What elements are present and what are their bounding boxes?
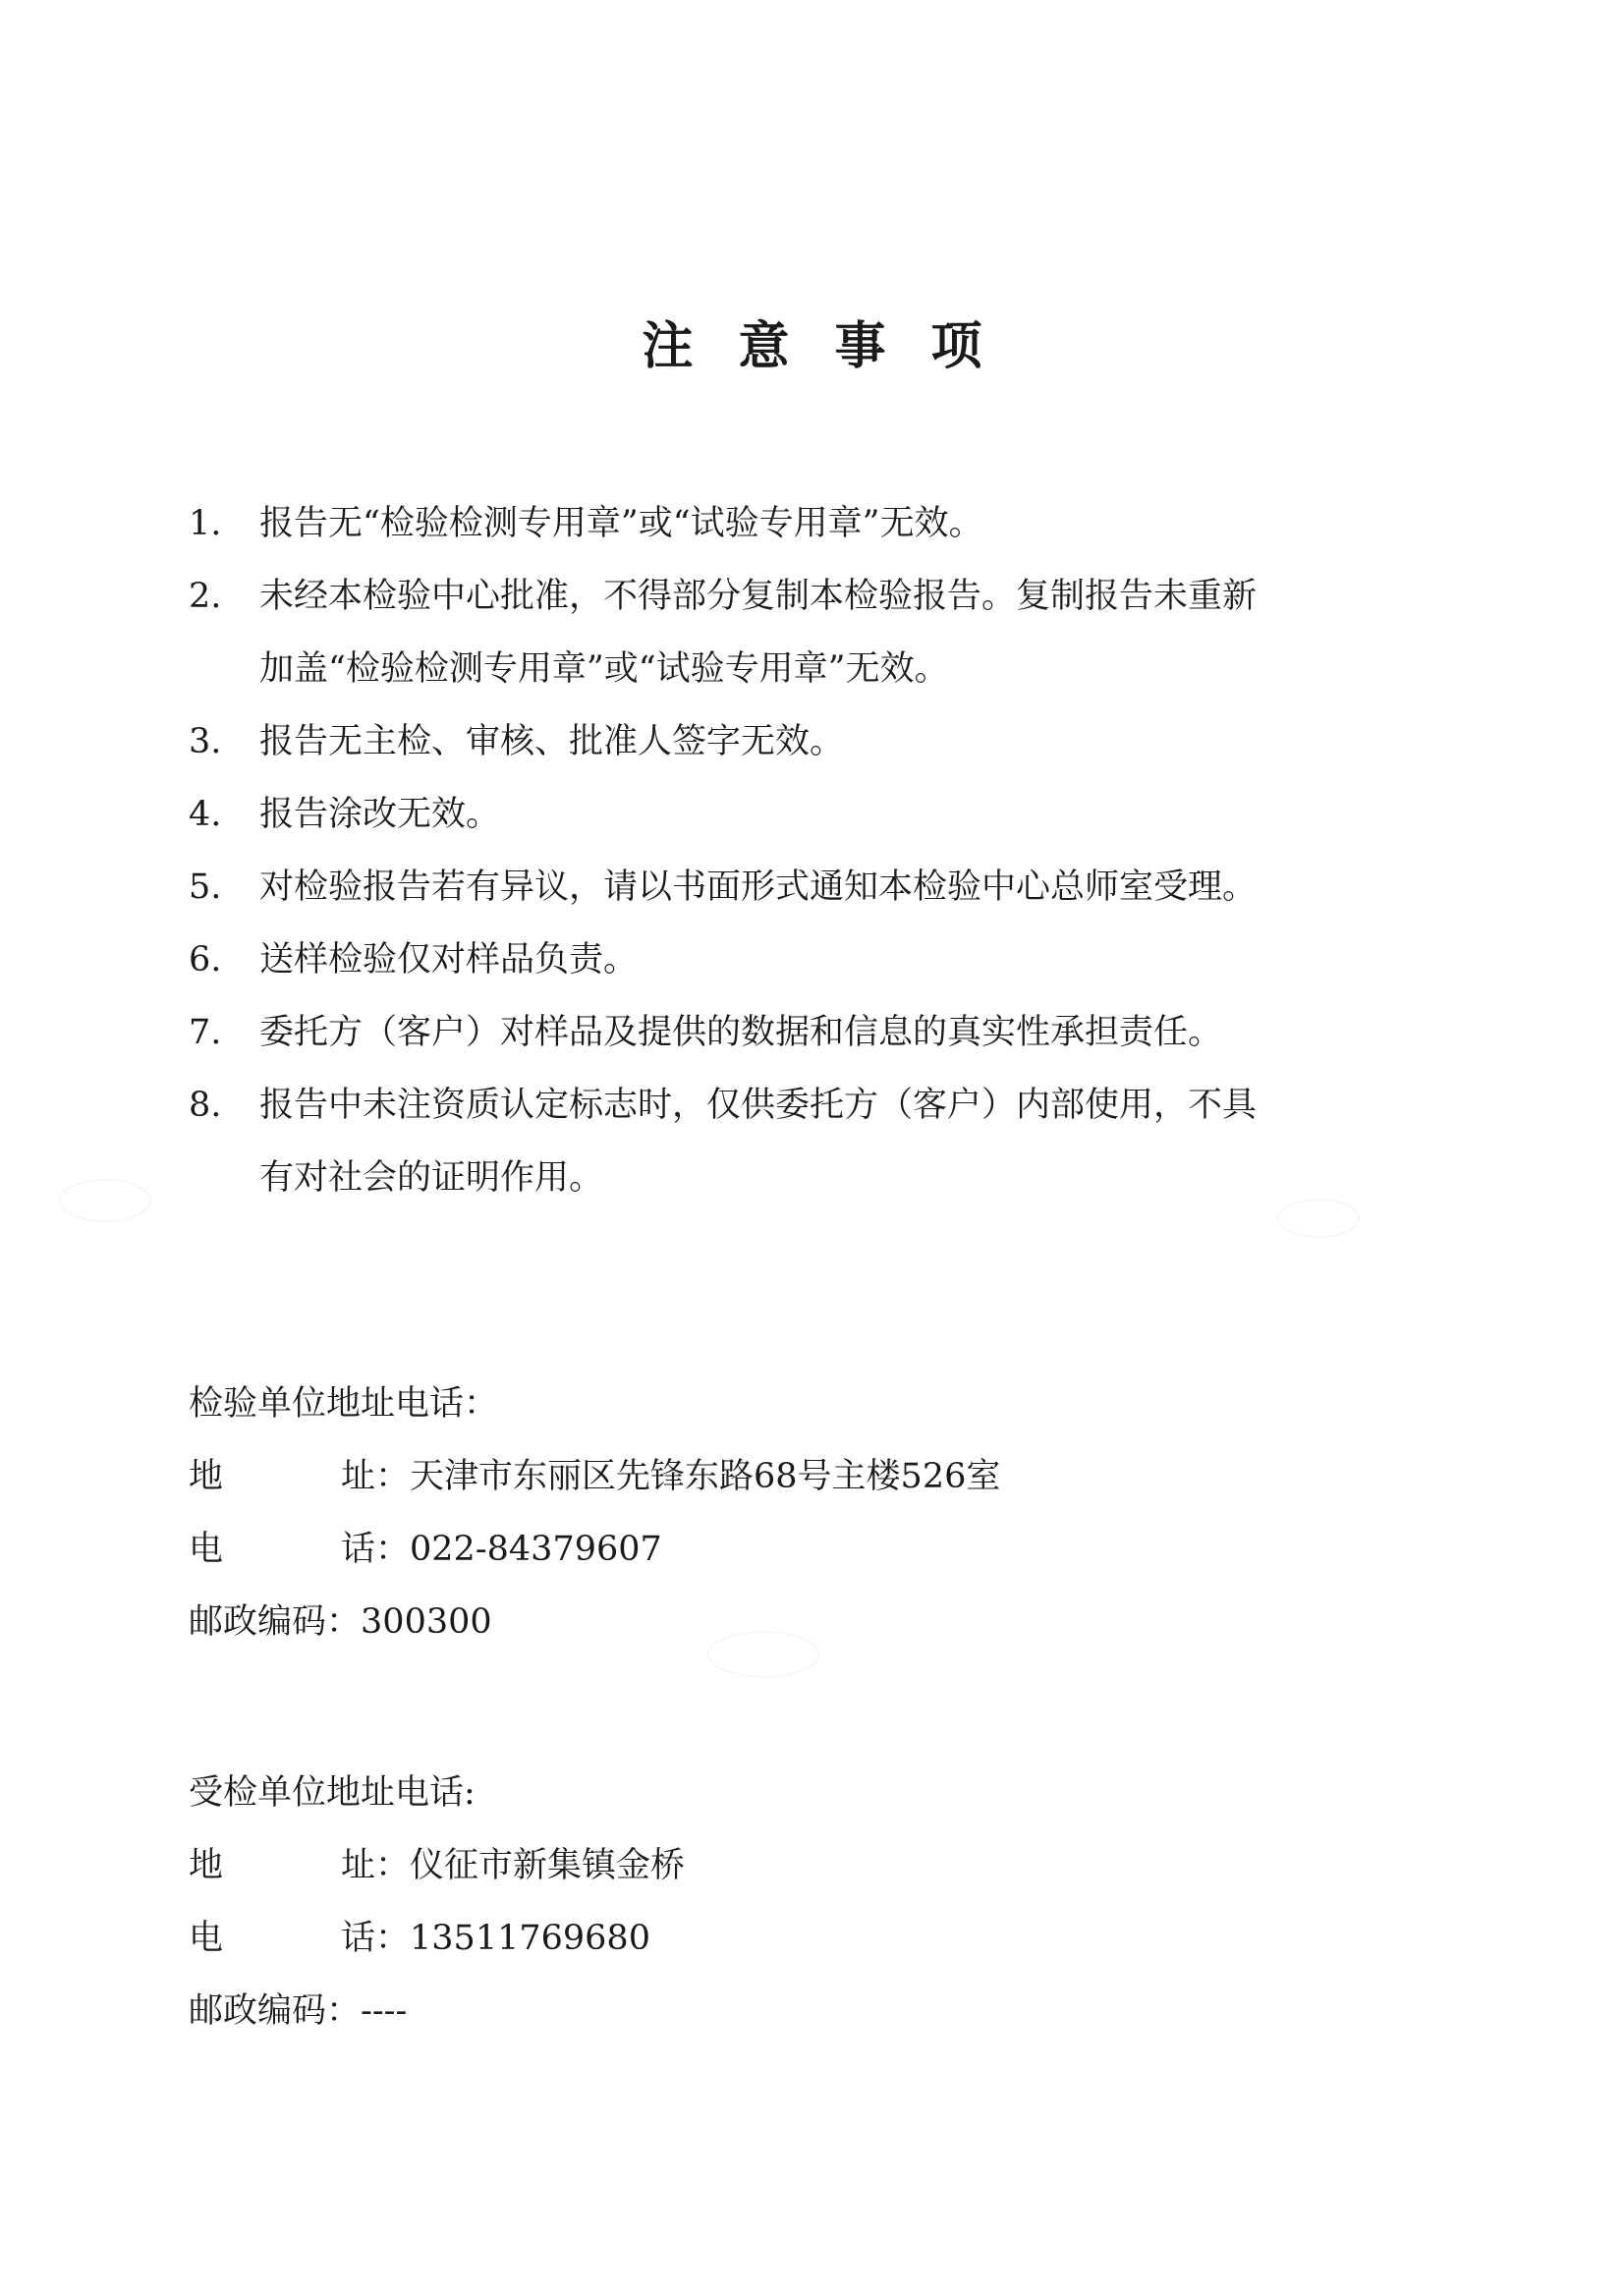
colon: ： bbox=[375, 1919, 411, 1958]
notice-text-line: 报告涂改无效。 bbox=[259, 795, 501, 834]
inspected-postcode-value: ---- bbox=[361, 1991, 408, 2031]
inspector-heading-row bbox=[189, 1368, 1368, 1440]
colon: ： bbox=[375, 1846, 411, 1885]
inspected-heading: 受检单位地址电话: bbox=[189, 1773, 476, 1813]
colon: ： bbox=[375, 1457, 411, 1496]
inspector-phone-label: 电 话 bbox=[189, 1530, 375, 1569]
inspected-info bbox=[189, 1757, 1368, 2047]
notice-item bbox=[189, 1069, 1427, 1214]
notice-text-line: 未经本检验中心批准，不得部分复制本检验报告。复制报告未重新 bbox=[259, 577, 1258, 616]
colon: ： bbox=[326, 1991, 362, 2031]
notice-item bbox=[189, 924, 1427, 996]
inspected-phone-value: 13511769680 bbox=[410, 1919, 650, 1958]
notice-number: 6. bbox=[189, 940, 222, 980]
notice-text-line: 报告无主检、审核、批准人签字无效。 bbox=[259, 722, 845, 761]
notice-number: 4. bbox=[189, 795, 222, 834]
inspector-heading: 检验单位地址电话： bbox=[189, 1384, 499, 1424]
inspected-heading-row bbox=[189, 1757, 1368, 1829]
inspected-address-label: 地 址 bbox=[189, 1846, 375, 1885]
inspector-postcode-label: 邮政编码 bbox=[189, 1602, 327, 1642]
inspector-address-value: 天津市东丽区先锋东路68号主楼526室 bbox=[410, 1457, 1001, 1496]
inspected-postcode-label: 邮政编码 bbox=[189, 1991, 327, 2031]
notice-text-line: 送样检验仅对样品负责。 bbox=[259, 940, 639, 980]
inspector-address-label: 地 址 bbox=[189, 1457, 375, 1496]
inspector-postcode-value: 300300 bbox=[361, 1602, 492, 1642]
inspected-phone-row bbox=[189, 1902, 1368, 1975]
inspector-address-row bbox=[189, 1440, 1368, 1513]
colon: ： bbox=[375, 1530, 411, 1569]
inspected-postcode-row bbox=[189, 1975, 1368, 2047]
inspected-address-value: 仪征市新集镇金桥 bbox=[410, 1846, 686, 1885]
notice-item bbox=[189, 705, 1427, 778]
notice-text-line: 对检验报告若有异议，请以书面形式通知本检验中心总师室受理。 bbox=[259, 868, 1258, 907]
notice-text-line: 报告中未注资质认定标志时，仅供委托方（客户）内部使用，不具 bbox=[259, 1086, 1258, 1125]
notice-number: 1. bbox=[189, 504, 222, 543]
colon: ： bbox=[326, 1602, 362, 1642]
inspector-info bbox=[189, 1368, 1368, 1658]
inspector-postcode-row bbox=[189, 1586, 1368, 1658]
notice-item bbox=[189, 487, 1427, 560]
notice-item bbox=[189, 778, 1427, 851]
watermark-mark bbox=[59, 1179, 151, 1222]
notice-number: 3. bbox=[189, 722, 222, 761]
inspected-address-row bbox=[189, 1829, 1368, 1902]
notice-item bbox=[189, 996, 1427, 1069]
notice-list bbox=[189, 487, 1427, 1214]
notice-text-line: 报告无“检验检测专用章”或“试验专用章”无效。 bbox=[259, 504, 983, 543]
inspector-phone-row bbox=[189, 1513, 1368, 1586]
notice-item bbox=[189, 851, 1427, 924]
notice-number: 5. bbox=[189, 868, 222, 907]
notice-item bbox=[189, 560, 1427, 705]
notice-text-line: 委托方（客户）对样品及提供的数据和信息的真实性承担责任。 bbox=[259, 1013, 1223, 1052]
notice-number: 7. bbox=[189, 1013, 222, 1052]
page-title: 注意事项 bbox=[642, 316, 1028, 376]
notice-number: 2. bbox=[189, 577, 222, 616]
notice-number: 8. bbox=[189, 1086, 222, 1125]
inspector-phone-value: 022-84379607 bbox=[410, 1530, 662, 1569]
notice-text-line: 有对社会的证明作用。 bbox=[259, 1158, 604, 1198]
inspected-phone-label: 电 话 bbox=[189, 1919, 375, 1958]
notice-text-line: 加盖“检验检测专用章”或“试验专用章”无效。 bbox=[259, 649, 949, 689]
